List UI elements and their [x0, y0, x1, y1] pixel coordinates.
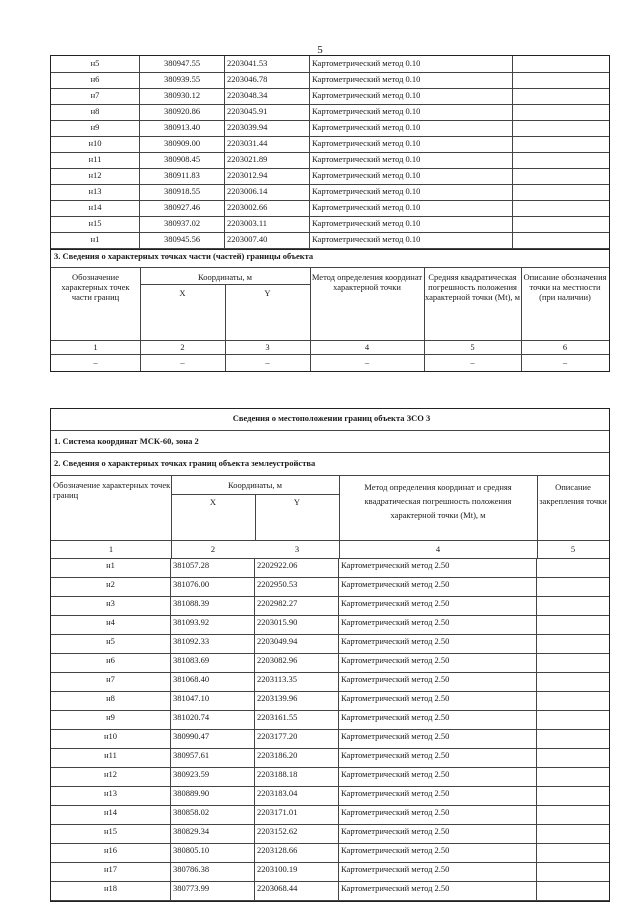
description-cell: [513, 232, 609, 248]
description-cell: [537, 805, 609, 824]
y-coordinate-cell: 2203188.18: [255, 767, 339, 786]
x-coordinate-cell: 380909.00: [140, 136, 225, 152]
method-cell: Картометрический метод 0.10: [310, 104, 513, 120]
table-row: [51, 88, 609, 105]
method-cell: Картометрический метод 0.10: [310, 216, 513, 232]
zone3-header-designation: Обозначение характерных точек границ: [53, 480, 171, 500]
point-name-cell: н7: [51, 88, 140, 104]
zone3-header-method: Метод определения координат и средняя квадратическая погрешность положения характерной точки (Мt), м: [364, 482, 512, 520]
point-name-cell: н4: [51, 615, 171, 634]
description-cell: [537, 843, 609, 862]
y-coordinate-cell: 2203183.04: [255, 786, 339, 805]
point-name-cell: н3: [51, 596, 171, 615]
point-name-cell: н8: [51, 691, 171, 710]
table-row: [51, 168, 609, 185]
section3-num: 2: [180, 342, 185, 352]
point-name-cell: н9: [51, 710, 171, 729]
table-row: [51, 72, 609, 89]
section3-dash: –: [265, 357, 270, 367]
zone3-coordinate-system: 1. Система координат МСК-60, зона 2: [51, 431, 609, 453]
description-cell: [537, 881, 609, 900]
method-cell: Картометрический метод 2.50: [339, 729, 537, 748]
description-cell: [537, 729, 609, 748]
method-cell: Картометрический метод 0.10: [310, 120, 513, 136]
section3-num: 5: [470, 342, 475, 352]
point-name-cell: н8: [51, 104, 140, 120]
table-row: [51, 824, 609, 844]
x-coordinate-cell: 380918.55: [140, 184, 225, 200]
x-coordinate-cell: 380908.45: [140, 152, 225, 168]
y-coordinate-cell: 2203048.34: [225, 88, 310, 104]
y-coordinate-cell: 2203171.01: [255, 805, 339, 824]
x-coordinate-cell: 380805.10: [171, 843, 255, 862]
x-coordinate-cell: 380945.56: [140, 232, 225, 248]
table-row: [51, 596, 609, 616]
zone3-num: 5: [570, 544, 576, 554]
y-coordinate-cell: 2203039.94: [225, 120, 310, 136]
x-coordinate-cell: 381088.39: [171, 596, 255, 615]
point-name-cell: н15: [51, 824, 171, 843]
y-coordinate-cell: 2203161.55: [255, 710, 339, 729]
method-cell: Картометрический метод 2.50: [339, 672, 537, 691]
table-row: [51, 558, 609, 578]
x-coordinate-cell: 381047.10: [171, 691, 255, 710]
y-coordinate-cell: 2203082.96: [255, 653, 339, 672]
table-row: [51, 881, 609, 901]
y-coordinate-cell: 2203012.94: [225, 168, 310, 184]
method-cell: Картометрический метод 2.50: [339, 615, 537, 634]
x-coordinate-cell: 381076.00: [171, 577, 255, 596]
table-row: [51, 104, 609, 121]
section3-num: 3: [265, 342, 270, 352]
table-row: [51, 748, 609, 768]
point-name-cell: н11: [51, 152, 140, 168]
y-coordinate-cell: 2203186.20: [255, 748, 339, 767]
section3-dash: –: [470, 357, 475, 367]
x-coordinate-cell: 380923.59: [171, 767, 255, 786]
description-cell: [537, 653, 609, 672]
section3-num: 4: [364, 342, 370, 352]
description-cell: [537, 558, 609, 577]
zone3-table: [50, 408, 610, 902]
table-row: [51, 56, 609, 73]
method-cell: Картометрический метод 0.10: [310, 200, 513, 216]
zone3-title: Сведения о местоположении границ объекта ЗСО 3: [51, 409, 609, 431]
table-row: [51, 216, 609, 233]
section3-header-designation: Обозначение характерных точек части границ: [61, 272, 130, 302]
y-coordinate-cell: 2202922.06: [255, 558, 339, 577]
method-cell: Картометрический метод 2.50: [339, 786, 537, 805]
zone3-num: 1: [108, 544, 114, 554]
description-cell: [537, 748, 609, 767]
x-coordinate-cell: 380927.46: [140, 200, 225, 216]
point-name-cell: н7: [51, 672, 171, 691]
y-coordinate-cell: 2203031.44: [225, 136, 310, 152]
x-coordinate-cell: 380990.47: [171, 729, 255, 748]
section3-title: 3. Сведения о характерных точках части (частей) границы объекта: [51, 248, 609, 268]
x-coordinate-cell: 380889.90: [171, 786, 255, 805]
point-name-cell: н17: [51, 862, 171, 881]
zone3-header-x: X: [209, 497, 217, 507]
method-cell: Картометрический метод 2.50: [339, 862, 537, 881]
section3-header-accuracy: Средняя квадратическая погрешность положения характерной точки (Мt), м: [424, 272, 521, 302]
x-coordinate-cell: 380829.34: [171, 824, 255, 843]
table-row: [51, 200, 609, 217]
section3-header-method: Метод определения координат характерной точки: [311, 272, 423, 292]
description-cell: [513, 72, 609, 88]
description-cell: [513, 56, 609, 72]
description-cell: [537, 710, 609, 729]
point-name-cell: н18: [51, 881, 171, 900]
section3-header-y: Y: [264, 288, 271, 298]
description-cell: [537, 824, 609, 843]
x-coordinate-cell: 380858.02: [171, 805, 255, 824]
point-name-cell: н16: [51, 843, 171, 862]
description-cell: [537, 577, 609, 596]
method-cell: Картометрический метод 2.50: [339, 748, 537, 767]
description-cell: [537, 862, 609, 881]
description-cell: [513, 168, 609, 184]
table-row: [51, 672, 609, 692]
section3-header-description: Описание обозначения точки на местности (при наличии): [523, 272, 607, 302]
method-cell: Картометрический метод 2.50: [339, 577, 537, 596]
x-coordinate-cell: 381083.69: [171, 653, 255, 672]
method-cell: Картометрический метод 0.10: [310, 184, 513, 200]
description-cell: [513, 152, 609, 168]
point-name-cell: н15: [51, 216, 140, 232]
x-coordinate-cell: 380939.55: [140, 72, 225, 88]
description-cell: [513, 184, 609, 200]
table-row: [51, 805, 609, 825]
table-row: [51, 152, 609, 169]
y-coordinate-cell: 2203006.14: [225, 184, 310, 200]
section3-header-coords: Координаты, м: [198, 272, 252, 282]
section3-table: [50, 248, 610, 372]
method-cell: Картометрический метод 2.50: [339, 596, 537, 615]
method-cell: Картометрический метод 2.50: [339, 710, 537, 729]
y-coordinate-cell: 2203045.91: [225, 104, 310, 120]
point-name-cell: н1: [51, 232, 140, 248]
y-coordinate-cell: 2203068.44: [255, 881, 339, 900]
y-coordinate-cell: 2202950.53: [255, 577, 339, 596]
top-coordinates-table: [50, 55, 610, 250]
point-name-cell: н10: [51, 136, 140, 152]
x-coordinate-cell: 380957.61: [171, 748, 255, 767]
method-cell: Картометрический метод 2.50: [339, 824, 537, 843]
x-coordinate-cell: 380947.55: [140, 56, 225, 72]
table-row: [51, 729, 609, 749]
x-coordinate-cell: 380773.99: [171, 881, 255, 900]
y-coordinate-cell: 2203015.90: [255, 615, 339, 634]
method-cell: Картометрический метод 2.50: [339, 691, 537, 710]
x-coordinate-cell: 380786.38: [171, 862, 255, 881]
zone3-section2-title: 2. Сведения о характерных точках границ объекта землеустройства: [51, 453, 609, 476]
description-cell: [513, 88, 609, 104]
zone3-num: 3: [294, 544, 300, 554]
point-name-cell: н6: [51, 653, 171, 672]
point-name-cell: н1: [51, 558, 171, 577]
section3-dash: –: [180, 357, 185, 367]
method-cell: Картометрический метод 2.50: [339, 653, 537, 672]
point-name-cell: н9: [51, 120, 140, 136]
zone3-header-coords: Координаты, м: [228, 480, 282, 490]
x-coordinate-cell: 381092.33: [171, 634, 255, 653]
table-row: [51, 634, 609, 654]
description-cell: [513, 104, 609, 120]
y-coordinate-cell: 2203021.89: [225, 152, 310, 168]
description-cell: [537, 767, 609, 786]
x-coordinate-cell: 380920.86: [140, 104, 225, 120]
point-name-cell: н5: [51, 634, 171, 653]
method-cell: Картометрический метод 2.50: [339, 634, 537, 653]
y-coordinate-cell: 2203139.96: [255, 691, 339, 710]
x-coordinate-cell: 380913.40: [140, 120, 225, 136]
y-coordinate-cell: 2203177.20: [255, 729, 339, 748]
point-name-cell: н11: [51, 748, 171, 767]
table-row: [51, 691, 609, 711]
section3-dash: –: [562, 357, 568, 367]
table-row: [51, 710, 609, 730]
y-coordinate-cell: 2202982.27: [255, 596, 339, 615]
point-name-cell: н12: [51, 168, 140, 184]
description-cell: [537, 615, 609, 634]
point-name-cell: н2: [51, 577, 171, 596]
y-coordinate-cell: 2203128.66: [255, 843, 339, 862]
method-cell: Картометрический метод 0.10: [310, 136, 513, 152]
zone3-header-y: Y: [293, 497, 301, 507]
description-cell: [513, 200, 609, 216]
section3-num: 6: [562, 342, 568, 352]
point-name-cell: н14: [51, 200, 140, 216]
description-cell: [537, 786, 609, 805]
point-name-cell: н12: [51, 767, 171, 786]
y-coordinate-cell: 2203003.11: [225, 216, 310, 232]
description-cell: [537, 691, 609, 710]
description-cell: [513, 216, 609, 232]
zone3-num: 2: [210, 544, 216, 554]
y-coordinate-cell: 2203007.40: [225, 232, 310, 248]
section3-header-x: X: [179, 288, 186, 298]
table-row: [51, 862, 609, 882]
method-cell: Картометрический метод 0.10: [310, 88, 513, 104]
y-coordinate-cell: 2203152.62: [255, 824, 339, 843]
table-row: [51, 615, 609, 635]
y-coordinate-cell: 2203046.78: [225, 72, 310, 88]
section3-num: 1: [93, 342, 98, 352]
y-coordinate-cell: 2203041.53: [225, 56, 310, 72]
description-cell: [537, 634, 609, 653]
method-cell: Картометрический метод 2.50: [339, 881, 537, 900]
method-cell: Картометрический метод 0.10: [310, 168, 513, 184]
point-name-cell: н5: [51, 56, 140, 72]
description-cell: [513, 120, 609, 136]
point-name-cell: н13: [51, 786, 171, 805]
y-coordinate-cell: 2203100.19: [255, 862, 339, 881]
method-cell: Картометрический метод 2.50: [339, 805, 537, 824]
method-cell: Картометрический метод 2.50: [339, 843, 537, 862]
method-cell: Картометрический метод 2.50: [339, 767, 537, 786]
point-name-cell: н13: [51, 184, 140, 200]
y-coordinate-cell: 2203002.66: [225, 200, 310, 216]
section3-dash: –: [364, 357, 370, 367]
x-coordinate-cell: 380937.02: [140, 216, 225, 232]
y-coordinate-cell: 2203049.94: [255, 634, 339, 653]
x-coordinate-cell: 381093.92: [171, 615, 255, 634]
table-row: [51, 767, 609, 787]
method-cell: Картометрический метод 0.10: [310, 152, 513, 168]
zone3-num: 4: [435, 544, 441, 554]
method-cell: Картометрический метод 0.10: [310, 56, 513, 72]
point-name-cell: н10: [51, 729, 171, 748]
description-cell: [537, 672, 609, 691]
table-row: [51, 786, 609, 806]
method-cell: Картометрический метод 2.50: [339, 558, 537, 577]
table-row: [51, 120, 609, 137]
page-number: 5: [317, 44, 323, 56]
point-name-cell: н14: [51, 805, 171, 824]
zone3-header-description: Описание закрепления точки: [539, 482, 607, 506]
method-cell: Картометрический метод 0.10: [310, 232, 513, 248]
x-coordinate-cell: 380930.12: [140, 88, 225, 104]
y-coordinate-cell: 2203113.35: [255, 672, 339, 691]
description-cell: [537, 596, 609, 615]
x-coordinate-cell: 381068.40: [171, 672, 255, 691]
x-coordinate-cell: 380911.83: [140, 168, 225, 184]
method-cell: Картометрический метод 0.10: [310, 72, 513, 88]
table-row: [51, 653, 609, 673]
x-coordinate-cell: 381020.74: [171, 710, 255, 729]
table-row: [51, 843, 609, 863]
table-row: [51, 232, 609, 249]
table-row: [51, 577, 609, 597]
x-coordinate-cell: 381057.28: [171, 558, 255, 577]
table-row: [51, 184, 609, 201]
section3-dash: –: [93, 357, 98, 367]
point-name-cell: н6: [51, 72, 140, 88]
table-row: [51, 136, 609, 153]
description-cell: [513, 136, 609, 152]
